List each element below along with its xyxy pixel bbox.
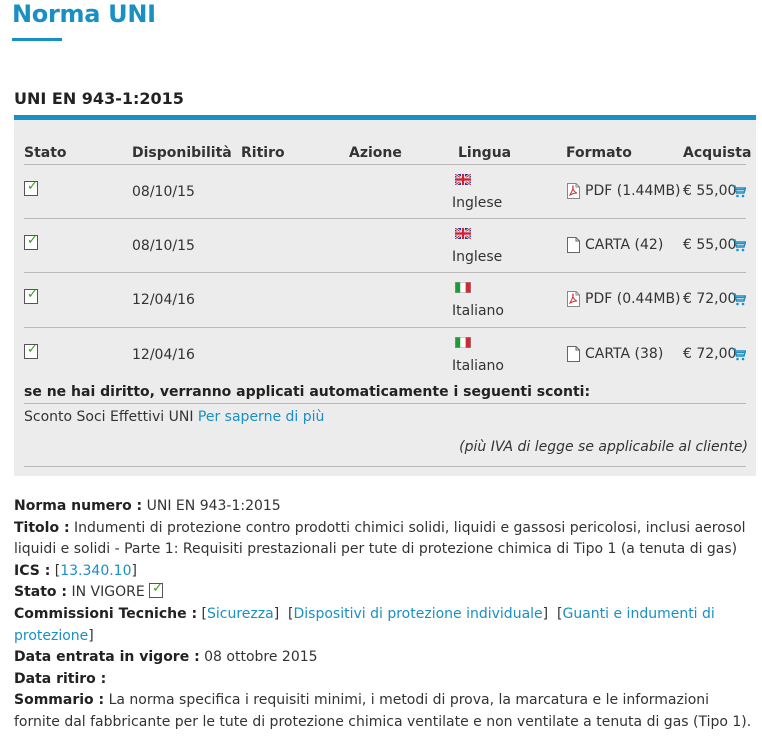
discount-label: Sconto Soci Effettivi UNI (24, 409, 194, 425)
language-label: Italiano (452, 358, 504, 374)
detail-data-entrata (14, 647, 754, 669)
status-check-icon: ✓ (24, 235, 38, 250)
language-label: Inglese (452, 195, 503, 211)
status-check-icon: ✓ (24, 181, 38, 196)
detail-data-ritiro (14, 669, 754, 691)
format-label: PDF (1.44MB) (585, 183, 681, 199)
header-acquista: Acquista (683, 145, 752, 161)
price-label: € 72,00 (683, 346, 737, 362)
discount-divider (24, 403, 746, 404)
header-formato: Formato (566, 145, 632, 161)
availability-date: 08/10/15 (132, 184, 195, 200)
sommario-value: La norma specifica i requisiti minimi, i metodi di prova, la marcatura e le informazioni fornite dal fabbricante per le tute di protezione chimica ventilate e non ventilate a tenuta di gas (Tipo 1). (14, 692, 752, 730)
language-label: Italiano (452, 303, 504, 319)
stato-value: IN VIGORE (71, 584, 145, 601)
commission-link-guanti[interactable]: Guanti e indumenti di protezione (14, 605, 715, 644)
commission-link-dpi[interactable]: Dispositivi di protezione individuale (293, 605, 543, 622)
detail-commissioni: Commissioni Tecniche : [Sicurezza] [Dispositivi di protezione individuale] [Guanti e indumenti di protezione] (14, 605, 715, 644)
price-label: € 72,00 (683, 291, 737, 307)
discount-heading: se ne hai diritto, verranno applicati automaticamente i seguenti sconti: (24, 384, 591, 400)
table-row (14, 165, 756, 219)
table-row (14, 219, 756, 273)
document-icon[interactable] (567, 237, 580, 253)
detail-numero (14, 496, 754, 518)
uk-flag-icon (455, 228, 471, 239)
pdf-icon[interactable] (567, 291, 580, 307)
stato-label: Stato : (14, 584, 68, 601)
header-ritiro: Ritiro (241, 145, 285, 161)
commission-link-sicurezza[interactable]: Sicurezza (207, 605, 274, 622)
numero-value: UNI EN 943-1:2015 (146, 498, 281, 514)
table-row (14, 328, 756, 383)
numero-label: Norma numero : (14, 498, 143, 514)
language-label: Inglese (452, 249, 503, 265)
format-label: CARTA (42) (585, 237, 664, 253)
data-entrata-value: 08 ottobre 2015 (204, 649, 318, 666)
pdf-icon[interactable] (567, 183, 580, 199)
ics-link[interactable]: 13.340.10 (60, 562, 132, 579)
data-entrata-label: Data entrata in vigore : (14, 649, 200, 666)
availability-date: 08/10/15 (132, 238, 195, 254)
italy-flag-icon (455, 282, 471, 293)
data-ritiro-label: Data ritiro : (14, 670, 107, 687)
table-bottom-divider (24, 466, 746, 467)
page-title: Norma UNI (12, 0, 156, 28)
price-label: € 55,00 (683, 237, 737, 253)
discount-info (24, 409, 324, 425)
status-check-icon: ✓ (24, 344, 38, 359)
status-check-icon: ✓ (149, 583, 163, 598)
availability-date: 12/04/16 (132, 292, 195, 308)
standard-details (14, 496, 754, 734)
header-stato: Stato (24, 145, 67, 161)
detail-titolo (14, 518, 754, 561)
document-icon[interactable] (567, 346, 580, 362)
detail-stato (14, 582, 754, 604)
uk-flag-icon (455, 174, 471, 185)
titolo-label: Titolo : (14, 519, 70, 536)
titolo-value: Indumenti di protezione contro prodotti chimici solidi, liquidi e gassosi pericolosi, inclusi aerosol liquidi e solidi - Parte 1: Requisiti prestazionali per tute di protezione chimica di Tipo 1 (a tenuta di gas) (14, 519, 746, 558)
cart-icon[interactable] (732, 348, 746, 361)
commissioni-label: Commissioni Tecniche : (14, 605, 198, 622)
ics-label: ICS : (14, 562, 51, 579)
iva-note: (più IVA di legge se applicabile al cliente) (459, 439, 748, 455)
italy-flag-icon (455, 337, 471, 348)
cart-icon[interactable] (732, 185, 746, 198)
price-label: € 55,00 (683, 183, 737, 199)
table-row (14, 273, 756, 328)
cart-icon[interactable] (732, 293, 746, 306)
header-disponibilita: Disponibilità (132, 145, 232, 161)
availability-date: 12/04/16 (132, 347, 195, 363)
status-check-icon: ✓ (24, 289, 38, 304)
detail-sommario (14, 690, 754, 733)
format-label: CARTA (38) (585, 346, 664, 362)
detail-ics: ICS : [13.340.10] (14, 562, 137, 579)
format-label: PDF (0.44MB) (585, 291, 681, 307)
header-azione: Azione (349, 145, 402, 161)
header-lingua: Lingua (458, 145, 512, 161)
standard-code-heading: UNI EN 943-1:2015 (14, 89, 184, 108)
sommario-label: Sommario : (14, 692, 105, 709)
learn-more-link[interactable]: Per saperne di più (197, 409, 325, 425)
purchase-table (14, 120, 756, 476)
title-underline (12, 38, 62, 41)
cart-icon[interactable] (732, 239, 746, 252)
